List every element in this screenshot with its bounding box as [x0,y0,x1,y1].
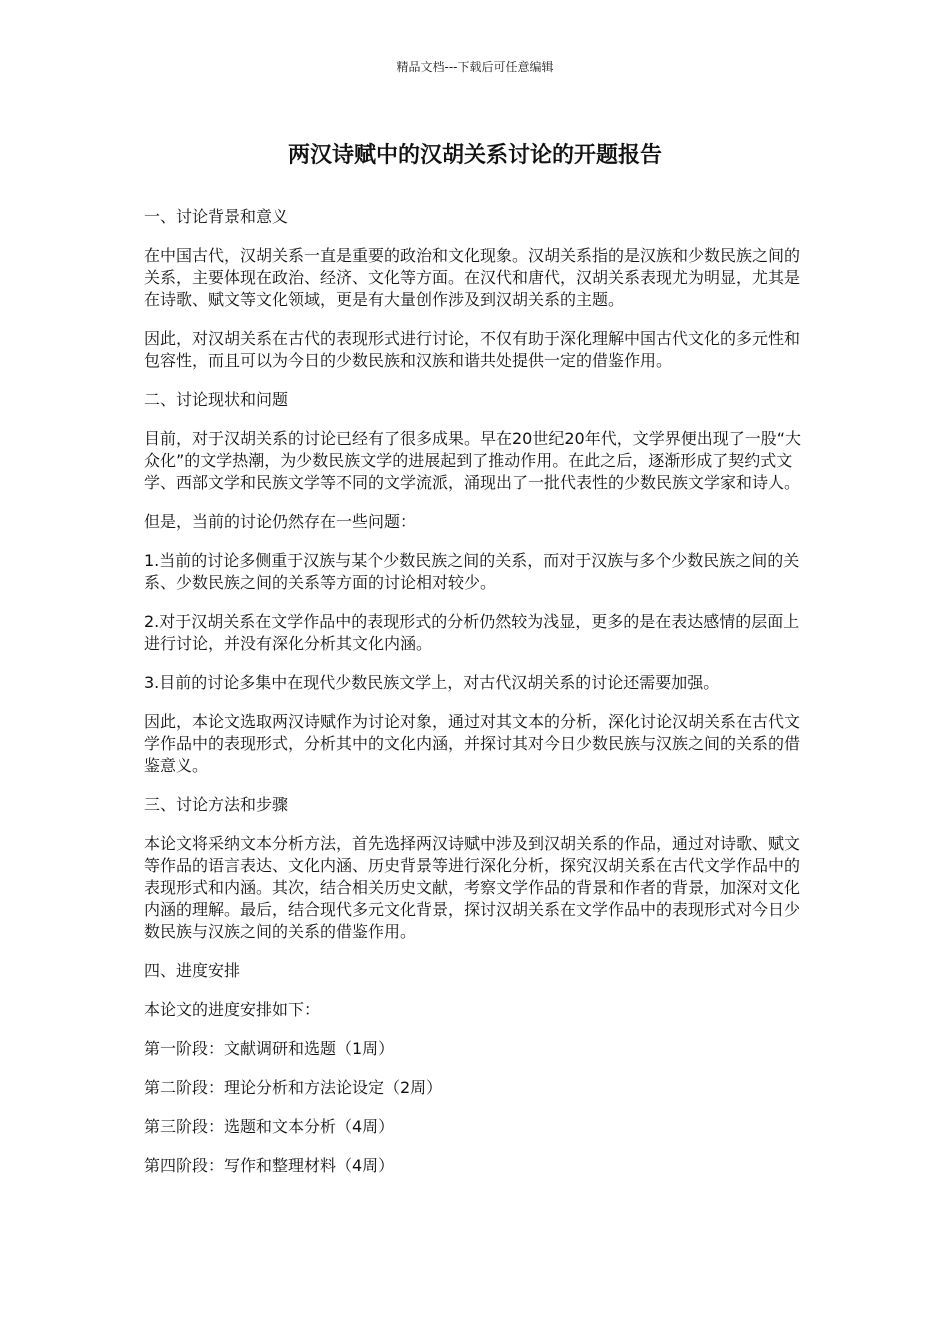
status-paragraph-2: 但是，当前的讨论仍然存在一些问题： [144,512,417,531]
problem-item-2: 2.对于汉胡关系在文学作品中的表现形式的分析仍然较为浅显，更多的是在表达感情的层面上进行讨论，并没有深化分析其文化内涵。 [144,612,800,653]
section-heading-method: 三、讨论方法和步骤 [144,795,289,814]
background-paragraph-1: 在中国古代，汉胡关系一直是重要的政治和文化现象。汉胡关系指的是汉族和少数民族之间的关系，主要体现在政治、经济、文化等方面。在汉代和唐代，汉胡关系表现尤为明显，尤其是在诗歌、赋文等文化领域，更是有大量创作涉及到汉胡关系的主题。 [144,246,801,309]
method-paragraph: 本论文将采纳文本分析方法，首先选择两汉诗赋中涉及到汉胡关系的作品，通过对诗歌、赋文等作品的语言表达、文化内涵、历史背景等进行深化分析，探究汉胡关系在古代文学作品中的表现形式和内涵。其次，结合相关历史文献，考察文学作品的背景和作者的背景，加深对文化内涵的理解。最后，结合现代多元文化背景，探讨汉胡关系在文学作品中的表现形式对今日少数民族与汉族之间的关系的借鉴作用。 [144,834,801,941]
section-heading-schedule: 四、进度安排 [144,961,241,980]
schedule-stage-2: 第二阶段：理论分析和方法论设定（2周） [144,1078,443,1097]
header-note: 精品文档---下载后可任意编辑 [396,60,554,74]
schedule-stage-3: 第三阶段：选题和文本分析（4周） [144,1117,395,1136]
schedule-intro: 本论文的进度安排如下： [144,1000,321,1019]
schedule-stage-1: 第一阶段：文献调研和选题（1周） [144,1039,395,1058]
problem-item-1: 1.当前的讨论多侧重于汉族与某个少数民族之间的关系，而对于汉族与多个少数民族之间的关系、少数民族之间的关系等方面的讨论相对较少。 [144,551,800,592]
problem-item-3: 3.目前的讨论多集中在现代少数民族文学上，对古代汉胡关系的讨论还需要加强。 [144,673,720,692]
background-paragraph-2: 因此，对汉胡关系在古代的表现形式进行讨论，不仅有助于深化理解中国古代文化的多元性和包容性，而且可以为今日的少数民族和汉族和谐共处提供一定的借鉴作用。 [144,329,801,370]
schedule-stage-4: 第四阶段：写作和整理材料（4周） [144,1156,395,1175]
section-heading-status: 二、讨论现状和问题 [144,390,289,409]
status-paragraph-1: 目前，对于汉胡关系的讨论已经有了很多成果。早在20世纪20年代，文学界便出现了一股“大众化”的文学热潮，为少数民族文学的进展起到了推动作用。在此之后，逐渐形成了契约式文学、西部文学和民族文学等不同的文学流派，涌现出了一批代表性的少数民族文学家和诗人。 [144,429,802,492]
document-body [144,206,806,1194]
document-title: 两汉诗赋中的汉胡关系讨论的开题报告 [287,143,662,168]
status-paragraph-3: 因此，本论文选取两汉诗赋作为讨论对象，通过对其文本的分析，深化讨论汉胡关系在古代文学作品中的表现形式，分析其中的文化内涵，并探讨其对今日少数民族与汉族之间的关系的借鉴意义。 [144,712,801,775]
section-heading-background: 一、讨论背景和意义 [144,207,289,226]
